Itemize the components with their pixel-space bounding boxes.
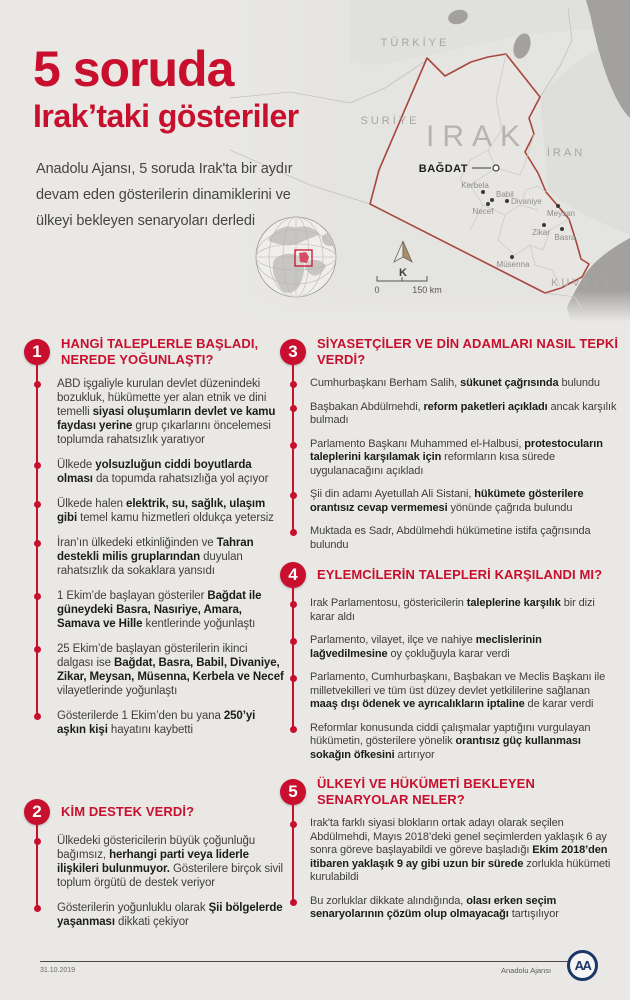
- label-meysan: Meysan: [546, 209, 576, 218]
- bullet-item: Parlamento, Cumhurbaşkanı, Başbakan ve Meclis Başkanı ile milletvekilleri ve tüm üst düzey devlet yetkililerine sağlanan maaş dışı ödenek ve ayrıcalıkların iptaline de karar verdi: [310, 671, 620, 712]
- section-title: EYLEMCİLERİN TALEPLERİ KARŞILANDI MI?: [317, 567, 603, 582]
- map-fade: [230, 290, 630, 322]
- bagdat-dot: [493, 165, 499, 171]
- section-title: SİYASETÇİLER VE DİN ADAMLARI NASIL TEPKİ VERDİ?: [317, 336, 619, 367]
- section-4: [280, 562, 620, 772]
- bullet-list: [280, 377, 620, 552]
- bullet-list: [280, 817, 620, 922]
- bullet-item: Irak'ta farklı siyasi blokların ortak adayı olarak seçilen Abdülmehdi, Mayıs 2018’deki genel seçimlerden yaklaşık 6 ay sonra göreve başlayabildi ve göreve başladığı Ekim 2018’den itibaren yaklaşık 9 ay gibi uzun bir sürede zorlukla hükümeti kurulabildi: [310, 817, 620, 885]
- bullet-item: Parlamento, vilayet, ilçe ve nahiye meclislerinin lağvedilmesine oy çokluğuyla karar verdi: [310, 634, 620, 661]
- label-turkiye: TÜRKİYE: [380, 37, 450, 49]
- bullet-item: Şii din adamı Ayetullah Ali Sistani, hükümete gösterilere orantısız cevap vermemesi yönünde çağrıda bulundu: [310, 488, 620, 515]
- bullet-item: Cumhurbaşkanı Berham Salih, sükunet çağrısında bulundu: [310, 377, 620, 391]
- bullet-item: Parlamento Başkanı Muhammed el-Halbusi, protestocuların taleplerini karşılamak için reformların kısa sürede uygulanacağını açıkladı: [310, 438, 620, 479]
- label-babil: Babil: [496, 190, 514, 199]
- page-title-line2: Irak’taki gösteriler: [33, 98, 299, 134]
- label-suriye: SURİYE: [360, 115, 420, 127]
- section-1: [24, 336, 284, 748]
- bullet-list: [280, 597, 620, 762]
- bullet-item: Muktada es Sadr, Abdülmehdi hükümetine istifa çağrısında bulundu: [310, 525, 620, 552]
- label-basra: Basra: [554, 233, 576, 242]
- north-label: K: [399, 267, 407, 279]
- section-number: 1: [24, 339, 50, 365]
- bullet-item: ABD işgaliyle kurulan devlet düzenindeki bozukluk, hükümette yer alan etnik ve dini temelli siyasi oluşumların devlet ve kamu faydası yerine grup çıkarlarını öncelemesi toplumda rahatsızlık yaratıyor: [57, 377, 284, 447]
- page-title-line1: 5 soruda: [33, 41, 234, 97]
- bullet-item: İran’ın ülkedeki etkinliğinden ve Tahran destekli milis gruplarından duyulan rahatsızlık da sokaklara yansıdı: [57, 536, 284, 578]
- bullet-item: Reformlar konusunda ciddi çalışmalar yaptığını vurgulayan hükümetin, gösterilere yönelik orantısız güç kullanması sokağın öfkesini artırıyor: [310, 722, 620, 763]
- section-number: 2: [24, 799, 50, 825]
- section-number: 5: [280, 779, 306, 805]
- section-title: HANGİ TALEPLERLE BAŞLADI, NEREDE YOĞUNLAŞTI?: [61, 336, 259, 367]
- section-header: [280, 562, 620, 588]
- label-irak: IRAK: [425, 120, 529, 153]
- bullet-item: Ülkede yolsuzluğun ciddi boyutlarda olması da topumda rahatsızlığa yol açıyor: [57, 458, 284, 486]
- title-block: [33, 42, 299, 136]
- aa-logo-icon: [567, 950, 598, 981]
- label-musenna: Müsenna: [496, 260, 530, 269]
- globe-locator-box: [295, 250, 312, 266]
- bullet-list: [24, 834, 284, 929]
- label-kerbela: Kerbela: [461, 181, 489, 190]
- aa-logo-text: AA: [574, 958, 591, 973]
- section-number: 4: [280, 562, 306, 588]
- label-bagdat: BAĞDAT: [418, 163, 468, 175]
- bullet-item: Bu zorluklar dikkate alındığında, olası erken seçim senaryolarının çözüm olup olmayacağı tartışılıyor: [310, 895, 620, 922]
- footer-agency-label: Anadolu Ajansı: [501, 966, 552, 975]
- bullet-item: Gösterilerin yoğunluklu olarak Şii bölgelerde yaşanması dikkati çekiyor: [57, 902, 283, 928]
- section-title: ÜLKEYİ VE HÜKÜMETİ BEKLEYEN SENARYOLAR NELER?: [317, 776, 535, 807]
- bullet-list: [24, 377, 284, 737]
- bullet-item: Irak Parlamentosu, göstericilerin taleplerine karşılık bir dizi karar aldı: [310, 597, 620, 624]
- section-number: 3: [280, 339, 306, 365]
- intro-text: Anadolu Ajansı, 5 soruda Irak'ta bir aydır devam eden gösterilerin dinamiklerini ve ülkeyi bekleyen senaryoları derledi: [36, 161, 293, 229]
- bullet-item: 1 Ekim’de başlayan gösteriler Bağdat ile güneydeki Basra, Nasıriye, Amara, Samava ve Hille kentlerinde yoğunlaştı: [57, 589, 284, 631]
- bullet-item: Gösterilerde 1 Ekim’den bu yana 250’yi aşkın kişi hayatını kaybetti: [57, 709, 284, 737]
- section-header: [280, 336, 620, 368]
- bullet-item: Başbakan Abdülmehdi, reform paketleri açıkladı ancak karşılık bulmadı: [310, 401, 620, 428]
- footer-date: 31.10.2019: [40, 967, 76, 974]
- section-header: [280, 776, 620, 808]
- label-necef: Necef: [472, 207, 494, 216]
- section-header: [24, 799, 284, 825]
- section-3: [280, 336, 620, 562]
- bullet-item: 25 Ekim’de başlayan gösterilerin ikinci dalgası ise Bağdat, Basra, Babil, Divaniye, Zikar, Meysan, Müsenna, Kerbela ve Necef vilayetlerinde yoğunlaştı: [57, 643, 284, 697]
- label-kuveyt: KUVEYT: [550, 277, 614, 289]
- footer-divider: [40, 961, 592, 962]
- bullet-item: Ülkedeki göstericilerin büyük çoğunluğu bağımsız, herhangi parti veya liderle ilişkileri bulunmuyor. Gösterilere birçok sivil toplum örgütü de destek veriyor: [57, 835, 284, 889]
- section-title: KİM DESTEK VERDİ?: [61, 804, 195, 819]
- label-zikar: Zikar: [532, 228, 550, 237]
- section-2: [24, 799, 284, 940]
- section-header: [24, 336, 284, 368]
- label-iran: İRAN: [546, 147, 586, 159]
- label-divaniye: Divaniye: [511, 197, 542, 206]
- section-5: [280, 776, 620, 932]
- bullet-item: Ülkede halen elektrik, su, sağlık, ulaşım gibi temel kamu hizmetleri oldukça yetersiz: [57, 497, 284, 525]
